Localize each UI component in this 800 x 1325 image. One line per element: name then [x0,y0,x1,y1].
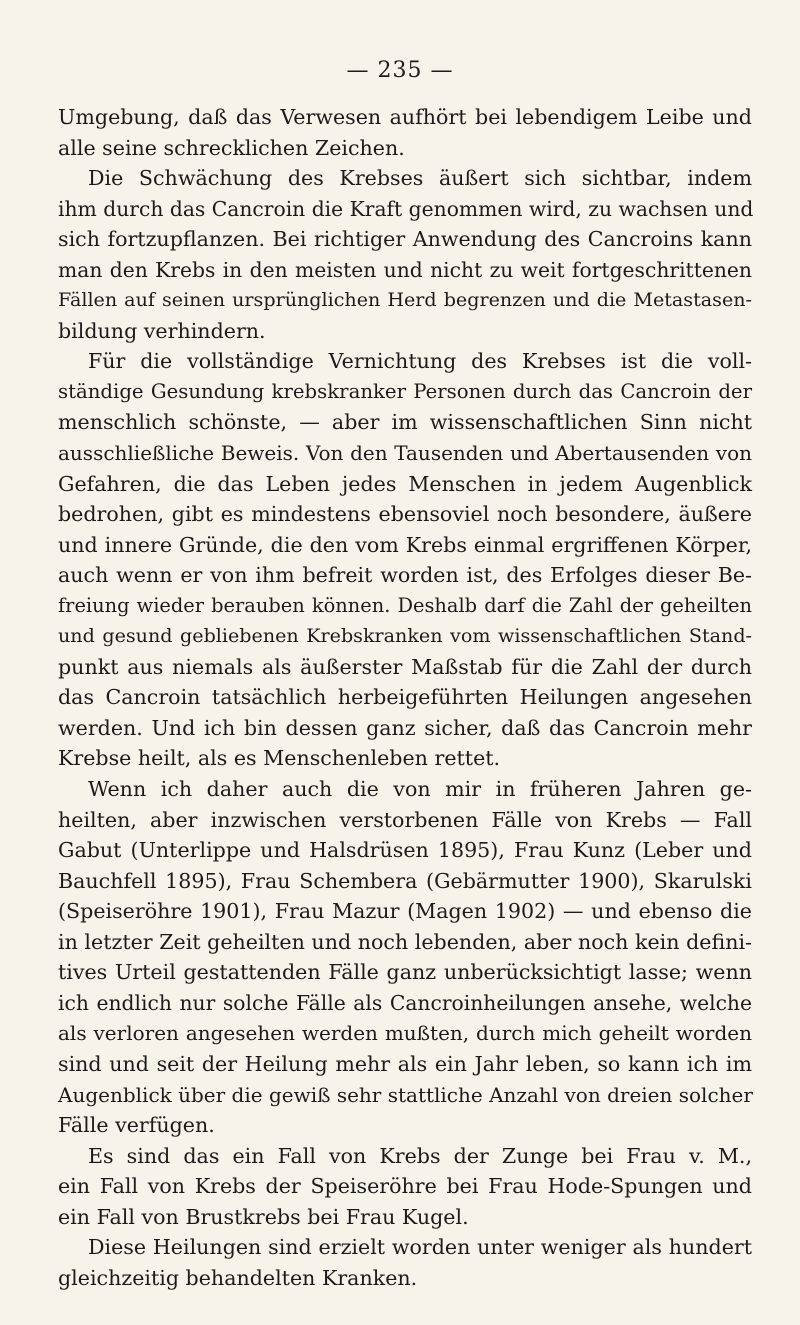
text-line: Umgebung, daß das Verwesen aufhört bei lebendigem Leibe und [58,105,752,129]
text-line: Es sind das ein Fall von Krebs der Zunge bei Frau v. M., [88,1143,752,1168]
text-line: Gefahren, die das Leben jedes Menschen in jedem Augenblick [58,471,752,496]
text-line: Gabut (Unterlippe und Halsdrüsen 1895), Frau Kunz (Leber und [58,838,752,863]
text-line: bildung verhindern. [58,318,266,343]
text-line: (Speiseröhre 1901), Frau Mazur (Magen 1902) — und ebenso die [58,899,752,924]
text-line: das Cancroin tatsächlich herbeigeführten Heilungen angesehen [58,685,752,710]
text-line: ihm durch das Cancroin die Kraft genommen wird, zu wachsen und [58,196,754,221]
text-line: und gesund gebliebenen Krebskranken vom wissenschaftlichen Stand- [58,624,752,648]
text-line: tives Urteil gestattenden Fälle ganz unberücksichtigt lasse; wenn [58,960,752,985]
text-line: Fällen auf seinen ursprünglichen Herd begrenzen und die Metastasen- [58,288,752,312]
text-line: Diese Heilungen sind erzielt worden unter weniger als hundert [88,1235,752,1260]
text-line: ein Fall von Krebs der Speiseröhre bei Frau Hode-Spungen und [58,1174,752,1199]
text-line: als verloren angesehen werden mußten, durch mich geheilt worden [58,1021,752,1046]
text-line: Bauchfell 1895), Frau Schembera (Gebärmutter 1900), Skarulski [58,868,752,893]
text-line: und innere Gründe, die den vom Krebs einmal ergriffenen Körper, [58,532,752,557]
text-line: punkt aus niemals als äußerster Maßstab für die Zahl der durch [58,654,752,679]
text-line: Für die vollständige Vernichtung des Krebses ist die voll- [88,349,752,374]
text-line: Fälle verfügen. [58,1113,215,1138]
text-line: man den Krebs in den meisten und nicht zu weit fortgeschrittenen [58,257,752,282]
text-line: Wenn ich daher auch die von mir in früheren Jahren ge- [88,777,752,802]
text-line: in letzter Zeit geheilten und noch lebenden, aber noch kein defini- [58,929,752,954]
text-line: ich endlich nur solche Fälle als Cancroinheilungen ansehe, welche [58,990,752,1015]
text-line: heilten, aber inzwischen verstorbenen Fälle von Krebs — Fall [58,807,752,832]
text-line: gleichzeitig behandelten Kranken. [58,1265,418,1290]
text-line: werden. Und ich bin dessen ganz sicher, daß das Cancroin mehr [58,715,752,740]
text-line: freiung wieder berauben können. Deshalb darf die Zahl der geheilten [58,593,752,617]
text-line: Augenblick über die gewiß sehr stattliche Anzahl von dreien solcher [58,1082,753,1107]
text-line: sich fortzupflanzen. Bei richtiger Anwendung des Cancroins kann [58,227,752,252]
text-line: ausschließliche Beweis. Von den Tausenden und Abertausenden von [58,441,752,466]
text-line: ständige Gesundung krebskranker Personen durch das Cancroin der [58,379,752,403]
text-line: auch wenn er von ihm befreit worden ist, des Erfolges dieser Be- [58,563,752,588]
text-line: menschlich schönste, — aber im wissenschaftlichen Sinn nicht [58,410,752,435]
text-line: bedrohen, gibt es mindestens ebensoviel noch besondere, äußere [58,502,752,527]
body-text [58,102,752,1293]
text-line: alle seine schrecklichen Zeichen. [58,135,405,160]
text-line: Krebse heilt, als es Menschenleben rettet. [58,746,501,771]
page-number: — 235 — [346,58,454,83]
text-line: sind und seit der Heilung mehr als ein Jahr leben, so kann ich im [58,1051,752,1076]
text-line: ein Fall von Brustkrebs bei Frau Kugel. [58,1204,469,1229]
text-line: Die Schwächung des Krebses äußert sich sichtbar, indem [88,166,752,191]
